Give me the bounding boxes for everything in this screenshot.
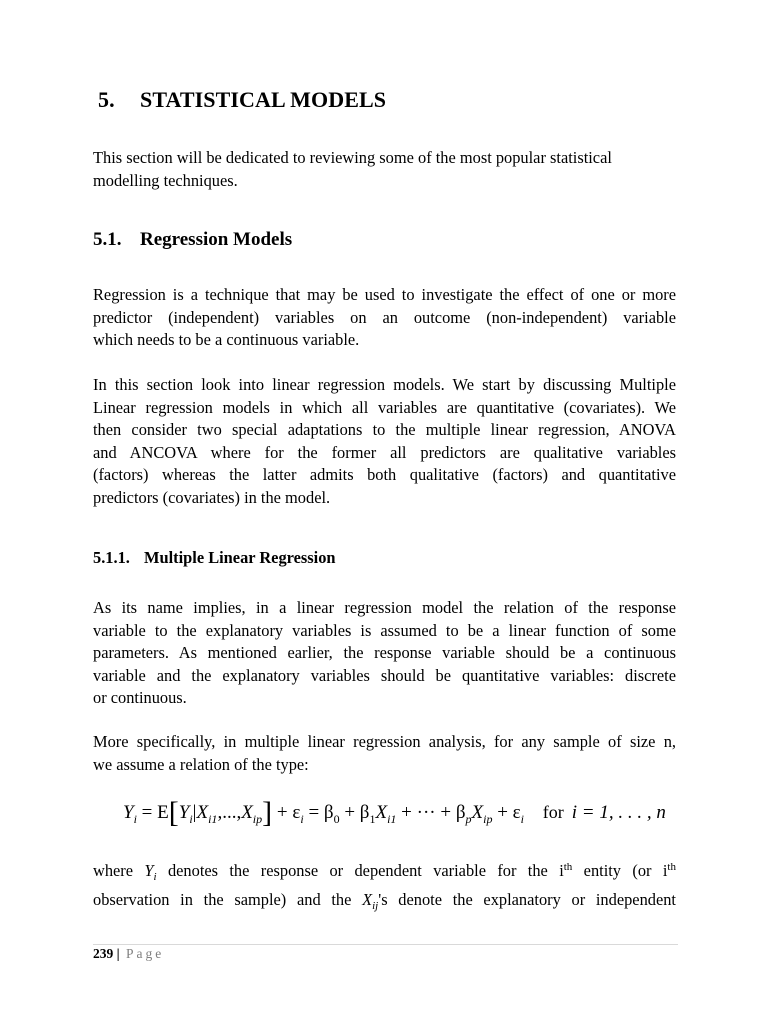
linear-line-4: and ANCOVA where for the former all predictors are qualitative variables [93,442,676,462]
footer-separator: | [116,946,120,961]
specific-line-2: we assume a relation of the type: [93,754,309,774]
mlr-line-5: or continuous. [93,688,187,708]
chapter-heading [98,87,386,113]
mlr-line-2: variable to the explanatory variables is assumed to be a linear function of some [93,620,676,640]
section-heading [93,229,292,251]
regression-paragraph [93,284,676,352]
where-line-2: observation in the sample) and the $X_{ij}'s$ denote the explanatory or independent [93,890,676,912]
page-footer [93,946,164,962]
linear-line-6: predictors (covariates) in the model. [93,487,331,507]
linear-line-1: In this section look into linear regression models. We start by discussing Multiple [93,375,676,394]
where-paragraph [93,856,676,914]
specific-paragraph [93,731,676,776]
specific-line-1: More specifically, in multiple linear regression analysis, for any sample of size n, [93,732,676,751]
linear-models-paragraph [93,374,676,510]
section-number: 5.1. [93,229,122,250]
linear-line-5: (factors) whereas the latter admits both qualitative (factors) and quantitative [93,465,676,485]
linear-line-2: Linear regression models in which all variables are quantitative (covariates). We [93,397,676,417]
page-label: Page [125,946,165,961]
regression-equation: $Y_i = E[Y_i|X_{i1},...,X_{ip}] + \varepsilon_i = \beta_0 + \beta_1X_{i1}$ + ··· + $\beta_pX_{ip} + \varepsilon_i$ for i = 1, . . . , n [123,796,666,829]
page-number: 239 [93,946,114,961]
mlr-paragraph [93,597,676,710]
intro-paragraph [93,147,676,192]
regression-line-2: predictor (independent) variables on an outcome (non-independent) variable [93,307,676,327]
chapter-number: 5. [98,87,115,112]
subsection-number: 5.1.1. [93,548,130,567]
intro-line-1: This section will be dedicated to reviewing some of the most popular statistical [93,148,612,167]
regression-line-3: which needs to be a continuous variable. [93,330,360,350]
equation-for-label: for [542,802,564,822]
footer-divider [93,944,678,945]
mlr-line-3: parameters. As mentioned earlier, the response variable should be a continuous [93,643,676,663]
where-line-1: where $Y_i$ denotes the response or dependent variable for the $i^{th}$ entity (or $i^{th}$ [93,861,676,883]
section-title: Regression Models [140,229,293,250]
mlr-line-4: variable and the explanatory variables should be quantitative variables: discrete [93,665,676,685]
chapter-title: STATISTICAL MODELS [140,87,387,112]
subsection-title: Multiple Linear Regression [144,548,336,567]
linear-line-3: then consider two special adaptations to the multiple linear regression, ANOVA [93,420,676,440]
regression-line-1: Regression is a technique that may be used to investigate the effect of one or more [93,285,676,304]
mlr-line-1: As its name implies, in a linear regression model the relation of the response [93,598,676,617]
intro-line-2: modelling techniques. [93,170,238,190]
equation-range: i = 1, . . . , n [571,802,666,823]
subsection-heading [93,548,336,568]
